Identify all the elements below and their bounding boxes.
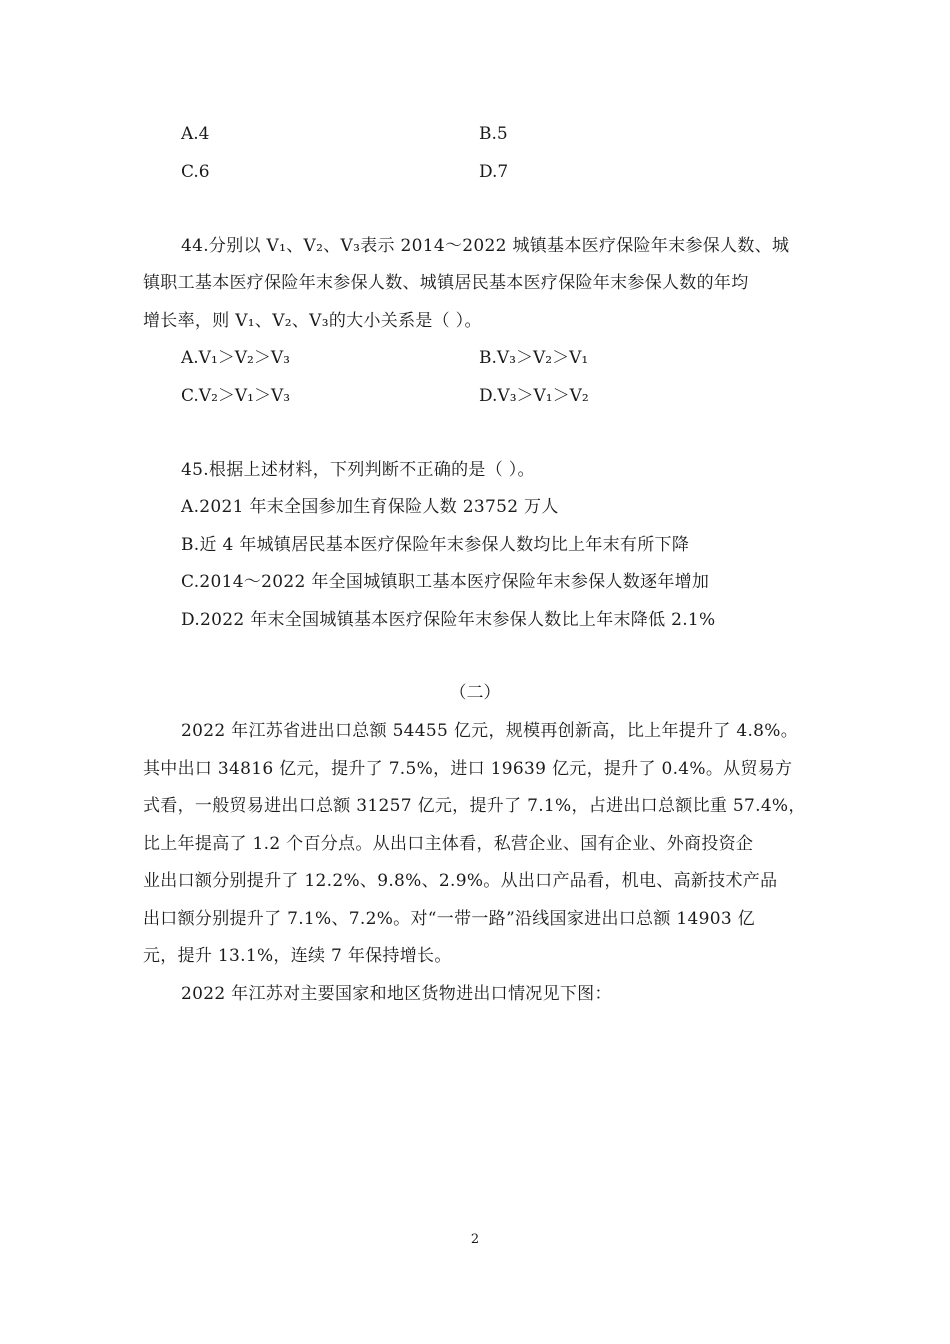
- q44-stem-line-2: 镇职工基本医疗保险年末参保人数、城镇居民基本医疗保险年末参保人数的年均: [143, 273, 749, 293]
- q43-option-c: C.6: [181, 162, 210, 182]
- paragraph-line-2: 其中出口 34816 亿元，提升了 7.5%，进口 19639 亿元，提升了 0.4%。从贸易方: [143, 759, 793, 779]
- paragraph-line-5: 业出口额分别提升了 12.2%、9.8%、2.9%。从出口产品看，机电、高新技术产品: [143, 871, 778, 891]
- paragraph-line-1: 2022 年江苏省进出口总额 54455 亿元，规模再创新高，比上年提升了 4.8%。: [181, 721, 799, 741]
- paragraph-line-7: 元，提升 13.1%，连续 7 年保持增长。: [143, 946, 452, 966]
- q45-stem: 45.根据上述材料，下列判断不正确的是（ ）。: [181, 460, 535, 480]
- q44-stem-line-1: 44.分别以 V₁、V₂、V₃表示 2014～2022 城镇基本医疗保险年末参保人数、城: [181, 236, 790, 256]
- q44-stem-line-3: 增长率，则 V₁、V₂、V₃的大小关系是（ ）。: [143, 311, 482, 331]
- q44-option-b: B.V₃＞V₂＞V₁: [479, 348, 589, 368]
- paragraph-line-6: 出口额分别提升了 7.1%、7.2%。对“一带一路”沿线国家进出口总额 14903 亿: [143, 909, 755, 929]
- paragraph-line-3: 式看，一般贸易进出口总额 31257 亿元，提升了 7.1%，占进出口总额比重 57.4%，: [143, 796, 806, 816]
- q44-option-d: D.V₃＞V₁＞V₂: [479, 386, 589, 406]
- q45-option-c: C.2014～2022 年全国城镇职工基本医疗保险年末参保人数逐年增加: [181, 572, 710, 592]
- q45-option-b: B.近 4 年城镇居民基本医疗保险年末参保人数均比上年末有所下降: [181, 535, 690, 555]
- q43-option-b: B.5: [479, 124, 508, 144]
- q45-option-a: A.2021 年末全国参加生育保险人数 23752 万人: [181, 497, 559, 517]
- q43-option-d: D.7: [479, 162, 509, 182]
- q44-option-a: A.V₁＞V₂＞V₃: [181, 348, 290, 368]
- paragraph-line-4: 比上年提高了 1.2 个百分点。从出口主体看，私营企业、国有企业、外商投资企: [143, 834, 754, 854]
- q44-option-c: C.V₂＞V₁＞V₃: [181, 386, 291, 406]
- page-number: 2: [470, 1232, 480, 1247]
- figure-intro: 2022 年江苏对主要国家和地区货物进出口情况见下图：: [181, 984, 612, 1004]
- q45-option-d: D.2022 年末全国城镇基本医疗保险年末参保人数比上年末降低 2.1%: [181, 610, 716, 630]
- q43-option-a: A.4: [181, 124, 210, 144]
- section-heading: （二）: [449, 683, 501, 703]
